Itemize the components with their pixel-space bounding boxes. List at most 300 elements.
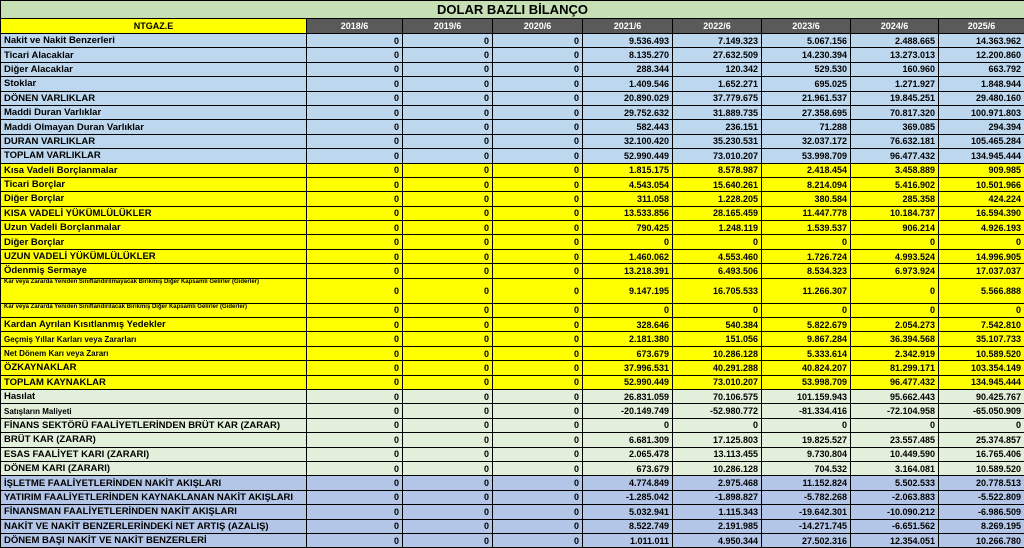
value-cell: -6.651.562 [851,519,939,533]
value-cell: 0 [307,249,403,263]
value-cell: 0 [403,447,493,461]
value-cell: 7.149.323 [673,34,762,48]
value-cell: 0 [307,418,403,432]
value-cell: 31.889.735 [673,105,762,119]
row-label: Net Dönem Karı veya Zararı [1,346,307,360]
value-cell: 0 [493,361,583,375]
value-cell: 2.054.273 [851,318,939,332]
value-cell: -10.090.212 [851,505,939,519]
year-header: 2020/6 [493,19,583,34]
year-header: 2019/6 [403,19,493,34]
row-label: Uzun Vadeli Borçlanmalar [1,221,307,235]
value-cell: 32.100.420 [583,134,673,148]
value-cell: 8.522.749 [583,519,673,533]
value-cell: 0 [307,91,403,105]
value-cell: 27.502.316 [762,533,851,547]
value-cell: 101.159.943 [762,389,851,403]
table-row [1,505,1024,519]
value-cell: 0 [493,346,583,360]
value-cell: 96.477.432 [851,149,939,163]
row-label: ÖZKAYNAKLAR [1,361,307,375]
value-cell: 0 [851,235,939,249]
value-cell: 0 [403,77,493,91]
value-cell: 529.530 [762,62,851,76]
value-cell: -52.980.772 [673,404,762,418]
value-cell: 0 [939,418,1024,432]
value-cell: 0 [493,447,583,461]
value-cell: 14.230.394 [762,48,851,62]
table-row [1,318,1024,332]
value-cell: -1.285.042 [583,490,673,504]
value-cell: 0 [493,505,583,519]
value-cell: 0 [493,177,583,191]
value-cell: 0 [493,332,583,346]
value-cell: 12.354.051 [851,533,939,547]
value-cell: 0 [939,303,1024,317]
value-cell: 0 [307,375,403,389]
value-cell: 2.065.478 [583,447,673,461]
value-cell: 21.961.537 [762,91,851,105]
value-cell: 0 [307,77,403,91]
row-label: YATIRIM FAALİYETLERİNDEN KAYNAKLANAN NAKİT AKIŞLARI [1,490,307,504]
table-row [1,235,1024,249]
value-cell: 14.996.905 [939,249,1024,263]
table-row [1,533,1024,547]
value-cell: 0 [583,235,673,249]
value-cell: 73.010.207 [673,149,762,163]
value-cell: 9.867.284 [762,332,851,346]
value-cell: 0 [307,105,403,119]
value-cell: 0 [403,34,493,48]
value-cell: 0 [493,461,583,475]
table-row [1,332,1024,346]
header-row [1,19,1024,34]
value-cell: 540.384 [673,318,762,332]
row-label: DÖNEM BAŞI NAKİT VE NAKİT BENZERLERİ [1,533,307,547]
table-row [1,149,1024,163]
value-cell: 52.990.449 [583,149,673,163]
row-label: Ödenmiş Sermaye [1,264,307,278]
table-row [1,278,1024,303]
value-cell: 134.945.444 [939,375,1024,389]
value-cell: 0 [307,34,403,48]
table-row [1,519,1024,533]
value-cell: 1.652.271 [673,77,762,91]
value-cell: 0 [307,389,403,403]
table-row [1,303,1024,317]
value-cell: 1.409.546 [583,77,673,91]
value-cell: 10.286.128 [673,346,762,360]
value-cell: 0 [307,318,403,332]
value-cell: 13.218.391 [583,264,673,278]
value-cell: 0 [307,303,403,317]
value-cell: 6.493.506 [673,264,762,278]
value-cell: -81.334.416 [762,404,851,418]
value-cell: 0 [403,120,493,134]
value-cell: 0 [403,519,493,533]
value-cell: 0 [307,163,403,177]
table-row [1,91,1024,105]
value-cell: 1.539.537 [762,221,851,235]
value-cell: 53.998.709 [762,375,851,389]
value-cell: 71.288 [762,120,851,134]
value-cell: 70.817.320 [851,105,939,119]
value-cell: 9.730.804 [762,447,851,461]
value-cell: 28.165.459 [673,206,762,220]
value-cell: 35.230.531 [673,134,762,148]
value-cell: 673.679 [583,461,673,475]
value-cell: 10.184.737 [851,206,939,220]
table-row [1,375,1024,389]
value-cell: 10.449.590 [851,447,939,461]
value-cell: 0 [493,533,583,547]
value-cell: 5.032.941 [583,505,673,519]
table-row [1,249,1024,263]
value-cell: 0 [493,303,583,317]
value-cell: 0 [307,264,403,278]
value-cell: 4.950.344 [673,533,762,547]
value-cell: 90.425.767 [939,389,1024,403]
value-cell: 909.985 [939,163,1024,177]
value-cell: 81.299.171 [851,361,939,375]
value-cell: 0 [307,177,403,191]
row-label: Kar veya Zararda Yeniden Sınıflandırılmayacak Birikmiş Diğer Kapsamlı Gelirler (Giderler) [1,278,307,303]
value-cell: 0 [307,332,403,346]
value-cell: 10.501.966 [939,177,1024,191]
value-cell: 906.214 [851,221,939,235]
value-cell: 40.824.207 [762,361,851,375]
row-label: UZUN VADELİ YÜKÜMLÜLÜKLER [1,249,307,263]
value-cell: 0 [307,505,403,519]
value-cell: 0 [403,91,493,105]
value-cell: 120.342 [673,62,762,76]
value-cell: 11.447.778 [762,206,851,220]
table-row [1,192,1024,206]
value-cell: 1.848.944 [939,77,1024,91]
value-cell: 0 [403,264,493,278]
value-cell: 1.460.062 [583,249,673,263]
value-cell: 0 [493,77,583,91]
value-cell: -20.149.749 [583,404,673,418]
value-cell: 0 [403,461,493,475]
value-cell: 16.705.533 [673,278,762,303]
value-cell: 0 [403,163,493,177]
value-cell: 26.831.059 [583,389,673,403]
value-cell: 2.191.985 [673,519,762,533]
value-cell: 27.632.509 [673,48,762,62]
value-cell: 0 [307,192,403,206]
value-cell: 0 [493,433,583,447]
value-cell: 95.662.443 [851,389,939,403]
value-cell: 704.532 [762,461,851,475]
table-row [1,221,1024,235]
value-cell: 582.443 [583,120,673,134]
value-cell: 5.067.156 [762,34,851,48]
value-cell: 673.679 [583,346,673,360]
value-cell: 0 [307,149,403,163]
value-cell: 0 [403,303,493,317]
value-cell: 15.640.261 [673,177,762,191]
value-cell: 103.354.149 [939,361,1024,375]
value-cell: 23.557.485 [851,433,939,447]
value-cell: 0 [307,361,403,375]
table-row [1,418,1024,432]
value-cell: 27.358.695 [762,105,851,119]
value-cell: 369.085 [851,120,939,134]
value-cell: 0 [493,476,583,490]
value-cell: 0 [403,389,493,403]
value-cell: 1.248.119 [673,221,762,235]
value-cell: 0 [403,418,493,432]
value-cell: 311.058 [583,192,673,206]
value-cell: 11.152.824 [762,476,851,490]
value-cell: 0 [493,134,583,148]
table-row [1,163,1024,177]
value-cell: 96.477.432 [851,375,939,389]
value-cell: -6.986.509 [939,505,1024,519]
value-cell: 134.945.444 [939,149,1024,163]
row-label: DURAN VARLIKLAR [1,134,307,148]
value-cell: 10.286.128 [673,461,762,475]
value-cell: 0 [403,375,493,389]
value-cell: 0 [307,447,403,461]
value-cell: 0 [493,519,583,533]
year-header: 2024/6 [851,19,939,34]
value-cell: 790.425 [583,221,673,235]
value-cell: 0 [403,192,493,206]
value-cell: 5.566.888 [939,278,1024,303]
value-cell: -5.782.268 [762,490,851,504]
value-cell: 0 [939,235,1024,249]
year-header: 2025/6 [939,19,1024,34]
value-cell: 73.010.207 [673,375,762,389]
row-label: Diğer Borçlar [1,235,307,249]
value-cell: 8.269.195 [939,519,1024,533]
table-row [1,361,1024,375]
value-cell: 0 [493,404,583,418]
row-label: Kısa Vadeli Borçlanmalar [1,163,307,177]
value-cell: 0 [403,318,493,332]
value-cell: 0 [493,120,583,134]
table-row [1,177,1024,191]
value-cell: 2.342.919 [851,346,939,360]
value-cell: 0 [307,62,403,76]
row-label: İŞLETME FAALİYETLERİNDEN NAKİT AKIŞLARI [1,476,307,490]
value-cell: 1.815.175 [583,163,673,177]
value-cell: 37.996.531 [583,361,673,375]
value-cell: 0 [493,235,583,249]
row-label: Stoklar [1,77,307,91]
value-cell: 0 [493,163,583,177]
value-cell: 695.025 [762,77,851,91]
value-cell: 0 [493,62,583,76]
value-cell: 0 [493,318,583,332]
value-cell: 5.416.902 [851,177,939,191]
row-label: Ticari Alacaklar [1,48,307,62]
value-cell: 328.646 [583,318,673,332]
value-cell: 105.465.284 [939,134,1024,148]
table-row [1,62,1024,76]
value-cell: 0 [493,375,583,389]
value-cell: 0 [493,278,583,303]
value-cell: 0 [307,404,403,418]
value-cell: 0 [851,418,939,432]
value-cell: 13.533.856 [583,206,673,220]
table-row [1,389,1024,403]
value-cell: 151.056 [673,332,762,346]
value-cell: 0 [493,249,583,263]
value-cell: 0 [493,48,583,62]
value-cell: 0 [307,235,403,249]
value-cell: 4.543.054 [583,177,673,191]
value-cell: 0 [493,149,583,163]
year-header: 2022/6 [673,19,762,34]
row-label: Nakit ve Nakit Benzerleri [1,34,307,48]
value-cell: 20.890.029 [583,91,673,105]
table-row [1,264,1024,278]
value-cell: -14.271.745 [762,519,851,533]
row-label: Kar veya Zararda Yeniden Sınıflandırılacak Birikmiş Diğer Kapsamlı Gelirler (Giderler) [1,303,307,317]
value-cell: 0 [493,264,583,278]
value-cell: 8.578.987 [673,163,762,177]
value-cell: 1.271.927 [851,77,939,91]
value-cell: 0 [307,476,403,490]
row-label: Diğer Alacaklar [1,62,307,76]
value-cell: 19.845.251 [851,91,939,105]
value-cell: 285.358 [851,192,939,206]
value-cell: 5.822.679 [762,318,851,332]
value-cell: 0 [851,278,939,303]
row-label: FİNANS SEKTÖRÜ FAALİYETLERİNDEN BRÜT KAR (ZARAR) [1,418,307,432]
value-cell: 40.291.288 [673,361,762,375]
sheet-title: DOLAR BAZLI BİLANÇO [1,1,1024,19]
value-cell: 0 [307,221,403,235]
value-cell: 0 [403,533,493,547]
value-cell: 52.990.449 [583,375,673,389]
row-label: NAKİT VE NAKİT BENZERLERİNDEKİ NET ARTIŞ (AZALIŞ) [1,519,307,533]
row-label: DÖNEM KARI (ZARARI) [1,461,307,475]
value-cell: 380.584 [762,192,851,206]
value-cell: 0 [851,303,939,317]
value-cell: 5.333.614 [762,346,851,360]
value-cell: 20.778.513 [939,476,1024,490]
table-row [1,48,1024,62]
value-cell: 4.926.193 [939,221,1024,235]
value-cell: 288.344 [583,62,673,76]
ticker-cell[interactable]: NTGAZ.E [1,19,307,34]
value-cell: 53.998.709 [762,149,851,163]
value-cell: 14.363.962 [939,34,1024,48]
value-cell: 36.394.568 [851,332,939,346]
row-label: Ticari Borçlar [1,177,307,191]
value-cell: 70.106.575 [673,389,762,403]
value-cell: 11.266.307 [762,278,851,303]
value-cell: 16.765.406 [939,447,1024,461]
value-cell: 12.200.860 [939,48,1024,62]
value-cell: 100.971.803 [939,105,1024,119]
value-cell: 25.374.857 [939,433,1024,447]
table-row [1,105,1024,119]
value-cell: 0 [307,48,403,62]
value-cell: -65.050.909 [939,404,1024,418]
value-cell: 37.779.675 [673,91,762,105]
year-header: 2021/6 [583,19,673,34]
value-cell: 17.125.803 [673,433,762,447]
table-row [1,461,1024,475]
value-cell: 0 [403,505,493,519]
value-cell: 0 [403,105,493,119]
value-cell: 0 [583,303,673,317]
value-cell: 424.224 [939,192,1024,206]
value-cell: 5.502.533 [851,476,939,490]
row-label: Kardan Ayrılan Kısıtlanmış Yedekler [1,318,307,332]
value-cell: 35.107.733 [939,332,1024,346]
row-label: Maddi Duran Varlıklar [1,105,307,119]
value-cell: -19.642.301 [762,505,851,519]
row-label: Hasılat [1,389,307,403]
value-cell: 0 [403,48,493,62]
value-cell: 0 [307,120,403,134]
value-cell: 0 [403,177,493,191]
value-cell: 3.458.889 [851,163,939,177]
value-cell: 32.037.172 [762,134,851,148]
value-cell: 6.681.309 [583,433,673,447]
value-cell: -1.898.827 [673,490,762,504]
value-cell: 2.975.468 [673,476,762,490]
row-label: BRÜT KAR (ZARAR) [1,433,307,447]
value-cell: 29.752.632 [583,105,673,119]
value-cell: 0 [307,533,403,547]
value-cell: 2.181.380 [583,332,673,346]
value-cell: 2.488.665 [851,34,939,48]
value-cell: 0 [493,34,583,48]
value-cell: 0 [403,278,493,303]
value-cell: 0 [403,433,493,447]
value-cell: 0 [307,278,403,303]
value-cell: 10.589.520 [939,346,1024,360]
row-label: Satışların Maliyeti [1,404,307,418]
table-row [1,134,1024,148]
value-cell: 13.113.455 [673,447,762,461]
table-row [1,476,1024,490]
value-cell: 0 [403,62,493,76]
value-cell: 0 [403,346,493,360]
row-label: FİNANSMAN FAALİYETLERİNDEN NAKİT AKIŞLARI [1,505,307,519]
value-cell: 0 [403,221,493,235]
table-row [1,206,1024,220]
value-cell: 0 [493,490,583,504]
row-label: Diğer Borçlar [1,192,307,206]
value-cell: 9.147.195 [583,278,673,303]
row-label: KISA VADELİ YÜKÜMLÜLÜKLER [1,206,307,220]
value-cell: 0 [673,235,762,249]
value-cell: 0 [403,490,493,504]
value-cell: 0 [493,105,583,119]
row-label: ESAS FAALİYET KARI (ZARARI) [1,447,307,461]
table-row [1,120,1024,134]
value-cell: 0 [762,235,851,249]
value-cell: -2.063.883 [851,490,939,504]
year-header: 2018/6 [307,19,403,34]
value-cell: 1.228.205 [673,192,762,206]
table-row [1,433,1024,447]
value-cell: 0 [403,149,493,163]
value-cell: 4.553.460 [673,249,762,263]
value-cell: 0 [762,418,851,432]
value-cell: 0 [307,490,403,504]
value-cell: -72.104.958 [851,404,939,418]
value-cell: 29.480.160 [939,91,1024,105]
